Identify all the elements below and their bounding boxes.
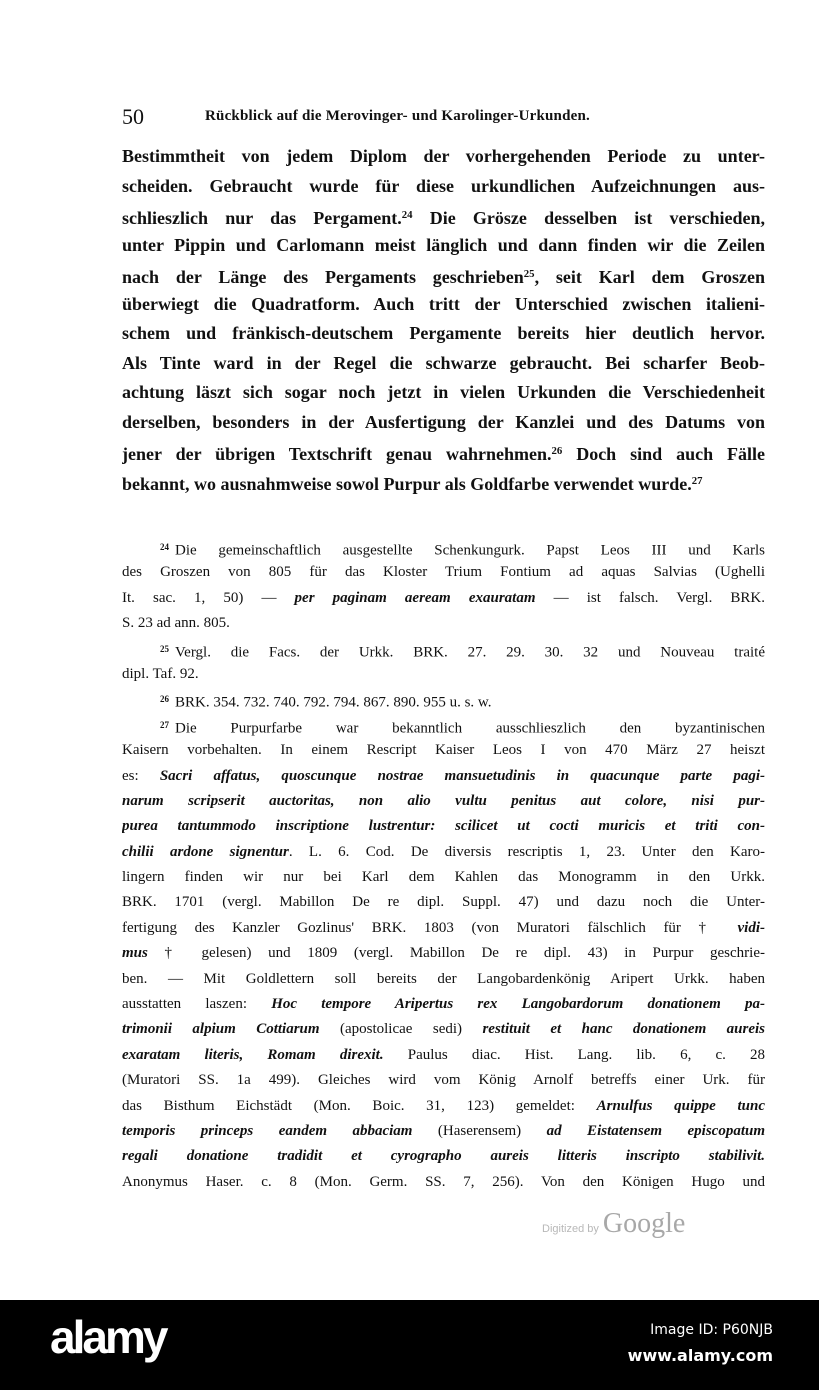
text-run: überwiegt die Quadratform. Auch tritt der Unterschied zwischen italieni- bbox=[122, 293, 765, 314]
footnote-reference: 26 bbox=[551, 445, 563, 457]
text-run: nach der Länge des Pergaments geschrieben bbox=[122, 266, 524, 287]
footnote-line bbox=[122, 967, 765, 992]
alamy-logo: alamy bbox=[50, 1311, 166, 1363]
text-run: lingern finden wir nur bei Karl dem Kahlen das Monogramm in den Urkk. bbox=[122, 869, 765, 886]
running-header bbox=[122, 104, 767, 132]
footnote-line bbox=[122, 1068, 765, 1093]
italic-quote: Sacri affatus, quoscunque nostrae mansuetudinis in quacunque parte pagi- bbox=[159, 767, 765, 784]
text-run: It. sac. 1, 50) — bbox=[122, 589, 295, 606]
italic-quote: restituit et hanc donationem aureis bbox=[482, 1021, 765, 1038]
text-line bbox=[122, 437, 765, 467]
text-run: Kaisern vorbehalten. In einem Rescript Kaiser Leos I von 470 März 27 heiszt bbox=[122, 742, 765, 759]
footnote-line bbox=[122, 611, 765, 636]
italic-quote: Arnulfus quippe tunc bbox=[596, 1097, 765, 1114]
text-run: des Groszen von 805 für das Kloster Trium Fontium ad aquas Salvias (Ughelli bbox=[122, 564, 765, 581]
footnote-line bbox=[122, 865, 765, 890]
text-line bbox=[122, 201, 765, 231]
footnote-line bbox=[122, 637, 765, 662]
text-line bbox=[122, 319, 765, 349]
text-run: Die gemeinschaftlich ausgestellte Schenkungurk. Papst Leos III und Karls bbox=[175, 542, 765, 559]
text-run: . L. 6. Cod. De diversis rescriptis 1, 23. Unter den Karo- bbox=[288, 843, 765, 860]
footnote-line bbox=[122, 560, 765, 585]
italic-quote: vidi- bbox=[737, 919, 765, 936]
text-line bbox=[122, 172, 765, 202]
footnote-line bbox=[122, 890, 765, 915]
text-run: Paulus diac. Hist. Lang. lib. 6, c. 28 bbox=[383, 1046, 765, 1063]
text-run: Als Tinte ward in der Regel die schwarze gebraucht. Bei scharfer Beob- bbox=[122, 352, 765, 373]
text-run: achtung läszt sich sogar noch jetzt in vielen Urkunden die Verschiedenheit bbox=[122, 382, 765, 402]
text-run: bekannt, wo ausnahmweise sowol Purpur als Goldfarbe verwendet wurde. bbox=[122, 473, 692, 494]
text-run: Die Grösze desselben ist verschieden, bbox=[412, 207, 765, 228]
text-run: Die Purpurfarbe war bekanntlich ausschlieszlich den byzantinischen bbox=[175, 720, 765, 737]
footnote-line bbox=[122, 840, 765, 865]
text-run: derselben, besonders in der Ausfertigung der Kanzlei und des Datums von bbox=[122, 411, 765, 432]
text-run: jener der übrigen Textschrift genau wahrnehmen. bbox=[122, 443, 552, 464]
italic-quote: chilii ardone signentur bbox=[122, 843, 289, 860]
footnote-line bbox=[122, 738, 765, 763]
italic-quote: per paginam aeream exauratam bbox=[294, 589, 536, 606]
text-run: (Haserensem) bbox=[412, 1122, 547, 1139]
image-id: Image ID: P60NJB bbox=[650, 1322, 773, 1338]
text-run: BRK. 354. 732. 740. 792. 794. 867. 890. 955 u. s. w. bbox=[175, 694, 492, 711]
italic-quote: purea tantummodo inscriptione lustrentur: scilicet ut cocti muricis et triti con- bbox=[122, 818, 765, 835]
text-run: das Bisthum Eichstädt (Mon. Boic. 31, 123) gemeldet: bbox=[122, 1097, 597, 1114]
footnote-line bbox=[122, 1119, 765, 1144]
italic-quote: regali donatione tradidit et cyrographo aureis litteris inscripto stabilivit. bbox=[122, 1148, 765, 1165]
text-line bbox=[122, 231, 765, 261]
text-line bbox=[122, 467, 765, 497]
text-run: BRK. 1701 (vergl. Mabillon De re dipl. Suppl. 47) und dazu noch die Unter- bbox=[122, 894, 765, 911]
footnote-line bbox=[122, 687, 765, 712]
footnote-line bbox=[122, 916, 765, 941]
italic-quote: Hoc tempore Aripertus rex Langobardorum donationem pa- bbox=[271, 996, 765, 1013]
footnote-marker: 25 bbox=[160, 643, 169, 654]
footnotes bbox=[122, 535, 765, 1195]
footnote-line bbox=[122, 1144, 765, 1169]
footnote-line bbox=[122, 1043, 765, 1068]
text-line bbox=[122, 378, 765, 408]
site-url: www.alamy.com bbox=[627, 1346, 773, 1365]
text-line bbox=[122, 290, 765, 320]
footnote-line bbox=[122, 1094, 765, 1119]
footnote-line bbox=[122, 662, 765, 687]
text-run: ben. — Mit Goldlettern soll bereits der Langobardenkönig Aripert Urkk. haben bbox=[122, 970, 765, 987]
text-run: scheiden. Gebraucht wurde für diese urkundlichen Aufzeichnungen aus- bbox=[122, 175, 765, 196]
footnote-line bbox=[122, 535, 765, 560]
text-run: Vergl. die Facs. der Urkk. BRK. 27. 29. 30. 32 und Nouveau traité bbox=[175, 644, 765, 661]
footnote-line bbox=[122, 789, 765, 814]
text-run: es: bbox=[122, 767, 160, 784]
footnote-line bbox=[122, 941, 765, 966]
page-number: 50 bbox=[122, 104, 144, 129]
main-text bbox=[122, 142, 765, 496]
footnote-marker: 24 bbox=[160, 542, 169, 552]
italic-quote: exaratam literis, Romam direxit. bbox=[122, 1046, 384, 1063]
stock-banner bbox=[0, 1300, 819, 1390]
footnote-reference: 24 bbox=[401, 209, 413, 221]
italic-quote: ad Eistatensem episcopatum bbox=[546, 1122, 765, 1139]
text-run: dipl. Taf. 92. bbox=[122, 665, 199, 682]
google-watermark bbox=[542, 1208, 685, 1240]
italic-quote: trimonii alpium Cottiarum bbox=[122, 1021, 320, 1038]
footnote-line bbox=[122, 764, 765, 789]
text-line bbox=[122, 142, 765, 172]
footnote-line bbox=[122, 713, 765, 738]
text-line bbox=[122, 349, 765, 379]
text-run: Bestimmtheit von jedem Diplom der vorhergehenden Periode zu unter- bbox=[122, 146, 765, 166]
text-run: (Muratori SS. 1a 499). Gleiches wird vom König Arnolf betreffs einer Urk. für bbox=[122, 1072, 765, 1089]
text-line bbox=[122, 260, 765, 290]
text-run: Doch sind auch Fälle bbox=[562, 443, 765, 464]
footnote-line bbox=[122, 814, 765, 839]
footnote-reference: 25 bbox=[523, 268, 535, 280]
footnote-marker: 27 bbox=[160, 719, 169, 730]
italic-quote: narum scripserit auctoritas, non alio vultu penitus aut colore, nisi pur- bbox=[122, 792, 765, 809]
text-run: ausstatten laszen: bbox=[122, 996, 272, 1013]
google-logo: Google bbox=[602, 1208, 686, 1239]
running-title: Rückblick auf die Merovinger- und Karolinger-Urkunden. bbox=[205, 108, 590, 124]
watermark-prefix: Digitized by bbox=[542, 1223, 599, 1235]
italic-quote: mus bbox=[122, 945, 148, 962]
text-run: S. 23 ad ann. 805. bbox=[122, 615, 230, 632]
text-run: † gelesen) und 1809 (vergl. Mabillon De re dipl. 43) in Purpur geschrie- bbox=[147, 945, 765, 962]
footnote-line bbox=[122, 1017, 765, 1042]
text-run: schlieszlich nur das Pergament. bbox=[122, 207, 402, 228]
text-run: Anonymus Haser. c. 8 (Mon. Germ. SS. 7, 256). Von den Königen Hugo und bbox=[122, 1173, 765, 1190]
text-run: fertigung des Kanzler Gozlinus' BRK. 1803 (von Muratori fälschlich für † bbox=[122, 919, 738, 936]
footnote-line bbox=[122, 992, 765, 1017]
text-run: unter Pippin und Carlomann meist länglich und dann finden wir die Zeilen bbox=[122, 234, 765, 255]
italic-quote: temporis princeps eandem abbaciam bbox=[122, 1122, 413, 1139]
text-line bbox=[122, 408, 765, 438]
text-run: , seit Karl dem Groszen bbox=[534, 266, 765, 287]
text-run: schem und fränkisch-deutschem Pergamente bereits hier deutlich hervor. bbox=[122, 323, 765, 343]
footnote-marker: 26 bbox=[160, 694, 169, 705]
text-run: (apostolicae sedi) bbox=[319, 1021, 483, 1038]
footnote-line bbox=[122, 1170, 765, 1195]
footnote-reference: 27 bbox=[691, 474, 703, 487]
text-run: — ist falsch. Vergl. BRK. bbox=[535, 589, 765, 606]
footnote-line bbox=[122, 586, 765, 611]
